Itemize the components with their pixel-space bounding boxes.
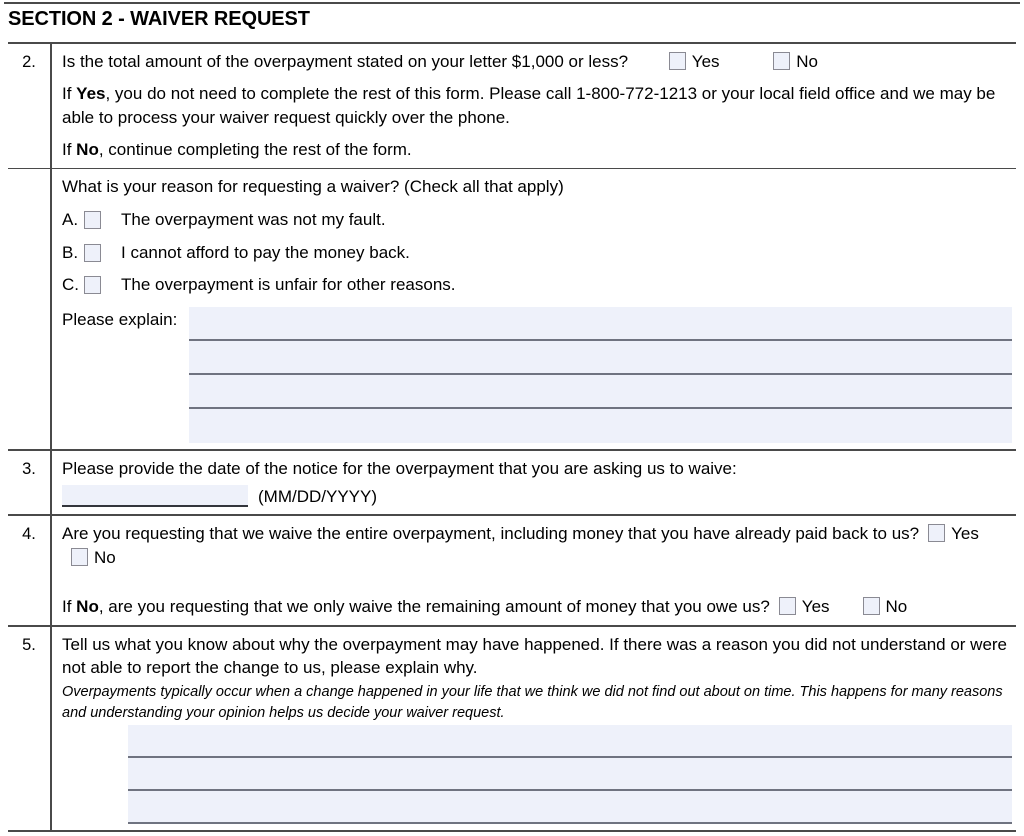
explain-line[interactable] xyxy=(189,341,1012,375)
q4-followup-row xyxy=(62,595,1012,618)
q4-followup-no-checkbox[interactable] xyxy=(863,597,880,615)
q2-question-text: Is the total amount of the overpayment stated on your letter $1,000 or less? xyxy=(62,52,629,71)
please-explain-label: Please explain: xyxy=(62,310,178,330)
question-body-3 xyxy=(52,451,1016,514)
q2-line3-rest: , continue completing the rest of the form. xyxy=(98,140,412,160)
q2-line3-emphasis: No xyxy=(76,140,99,160)
explain-line[interactable] xyxy=(189,375,1012,409)
reason-a-label: The overpayment was not my fault. xyxy=(121,210,386,230)
q2-line3-prefix: If xyxy=(62,140,77,160)
reason-a-letter: A. xyxy=(62,210,79,230)
reason-option-c[interactable] xyxy=(62,275,1012,295)
q2-no-label: No xyxy=(796,52,818,71)
q3-date-row xyxy=(62,485,1012,508)
question-number-3: 3. xyxy=(8,451,52,514)
q4-followup-rest: , are you requesting that we only waive the remaining amount of money that you owe us? xyxy=(98,597,770,617)
q5-answer-line[interactable] xyxy=(128,725,1012,758)
q2-line1 xyxy=(62,50,1012,73)
question-number-5: 5. xyxy=(8,627,52,830)
q4-followup-prefix: If xyxy=(62,597,77,617)
question-number-4: 4. xyxy=(8,516,52,624)
notice-date-format-hint: (MM/DD/YYYY) xyxy=(258,486,377,506)
q2-line2-emphasis: Yes xyxy=(76,84,106,104)
q2-line2-rest: , you do not need to complete the rest of this form. Please call 1-800-772-1213 or your local field office and we may be able to process your waiver request quickly over the phone. xyxy=(62,84,996,127)
question-body-2 xyxy=(52,44,1016,168)
q4-yes-label: Yes xyxy=(951,524,979,544)
q5-note: Overpayments typically occur when a change happened in your life that we think we did not find out about on time. This happens for many reasons and understanding your opinion helps us decide your waiver request. xyxy=(62,683,1003,722)
please-explain-input[interactable] xyxy=(189,307,1012,443)
table-row-q5 xyxy=(8,627,1016,832)
q4-prompt-row xyxy=(62,522,1012,569)
reason-c-letter: C. xyxy=(62,275,79,295)
q2-yes-checkbox[interactable] xyxy=(669,52,686,70)
q4-followup-yes-checkbox[interactable] xyxy=(779,597,796,615)
reason-b-letter: B. xyxy=(62,242,79,262)
q2-line3 xyxy=(62,138,1012,161)
please-explain-block xyxy=(62,307,1012,443)
q4-yes-checkbox[interactable] xyxy=(928,524,945,542)
reason-option-a[interactable] xyxy=(62,210,1012,230)
q4-followup-emphasis: No xyxy=(76,597,99,617)
reason-b-label: I cannot afford to pay the money back. xyxy=(121,242,410,262)
table-row-q3 xyxy=(8,451,1016,516)
reason-b-checkbox[interactable] xyxy=(84,244,101,262)
q5-prompt: Tell us what you know about why the overpayment may have happened. If there was a reason you did not understand or were not able to report the change to us, please explain why. xyxy=(62,634,1008,678)
q3-prompt: Please provide the date of the notice for the overpayment that you are asking us to waive: xyxy=(62,459,737,479)
reasons-prompt: What is your reason for requesting a waiver? (Check all that apply) xyxy=(62,176,564,196)
question-body-4 xyxy=(52,516,1016,624)
notice-date-input[interactable] xyxy=(62,485,248,507)
q2-no-checkbox[interactable] xyxy=(773,52,790,70)
q4-no-checkbox[interactable] xyxy=(71,548,88,566)
section-title: SECTION 2 - WAIVER REQUEST xyxy=(8,8,310,30)
question-number-blank xyxy=(8,169,52,450)
q4-prompt: Are you requesting that we waive the entire overpayment, including money that you have already paid back to us? xyxy=(62,524,920,544)
table-row-q4 xyxy=(8,516,1016,626)
q2-yes-label: Yes xyxy=(691,52,720,71)
q5-answer-line[interactable] xyxy=(128,758,1012,791)
reason-a-checkbox[interactable] xyxy=(84,211,101,229)
explain-line[interactable] xyxy=(189,307,1012,341)
table-row-reasons xyxy=(8,169,1016,452)
reason-option-b[interactable] xyxy=(62,243,1012,263)
q4-followup-yes-label: Yes xyxy=(801,597,830,617)
question-body-5 xyxy=(52,627,1016,830)
q5-answer-input[interactable] xyxy=(128,725,1012,824)
section-top-rule xyxy=(4,2,1020,4)
table-row-q2 xyxy=(8,44,1016,169)
q4-followup-no-label: No xyxy=(885,597,908,617)
form-table xyxy=(8,42,1016,832)
q5-answer-line[interactable] xyxy=(128,791,1012,824)
explain-line[interactable] xyxy=(189,409,1012,443)
q2-line2-prefix: If xyxy=(62,84,77,104)
reason-c-checkbox[interactable] xyxy=(84,276,101,294)
question-body-reasons xyxy=(52,169,1016,450)
q2-line2 xyxy=(62,82,1012,129)
question-number-2: 2. xyxy=(8,44,52,168)
q4-no-label: No xyxy=(94,547,116,567)
reason-c-label: The overpayment is unfair for other reasons. xyxy=(121,275,456,295)
